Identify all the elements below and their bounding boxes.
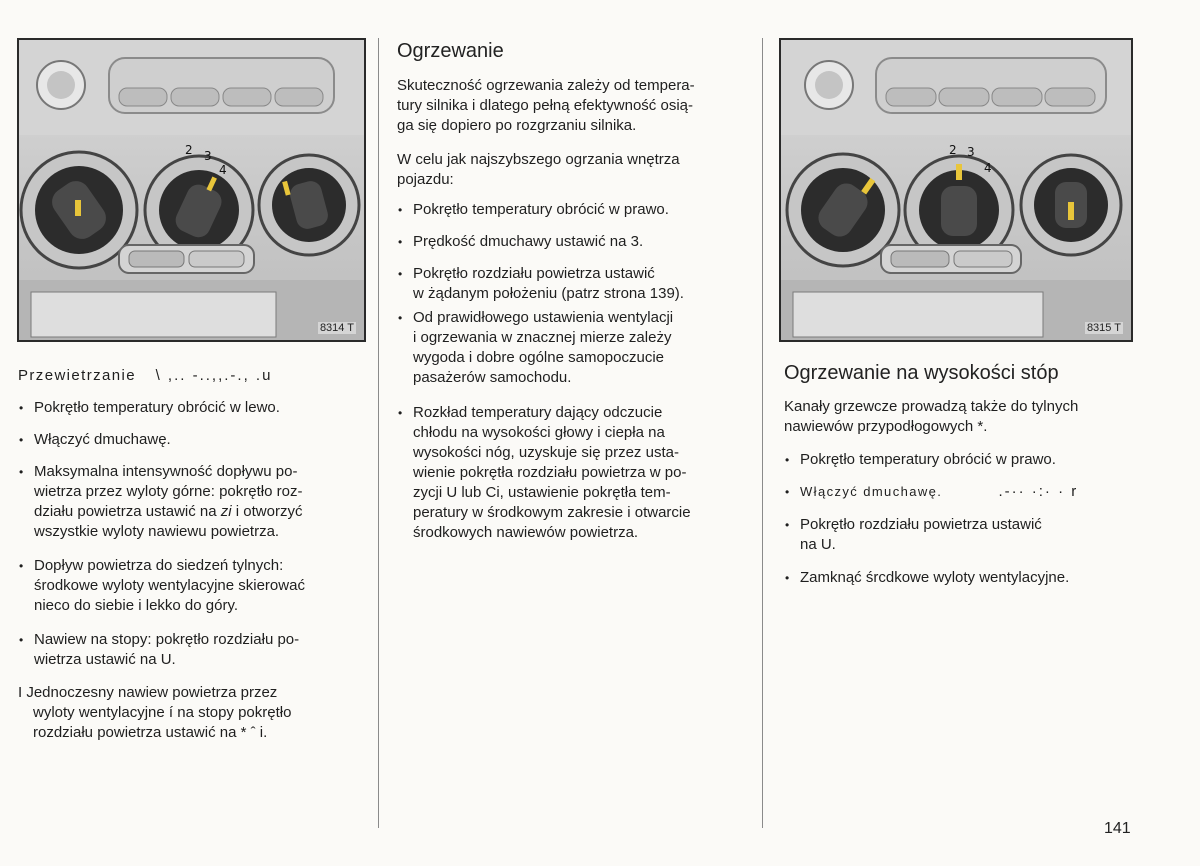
section-title-ventilation: Przewietrzanie \ ,.. -..,,.-., .u bbox=[18, 367, 273, 384]
svg-text:3: 3 bbox=[967, 145, 975, 159]
heater-controls-photo-left bbox=[17, 38, 366, 342]
section-title-foot-heating: Ogrzewanie na wysokości stóp bbox=[784, 362, 1059, 384]
heater-controls-photo-right bbox=[779, 38, 1133, 342]
page-number: 141 bbox=[1104, 820, 1131, 837]
intro-paragraph: Skuteczność ogrzewania zależy od tempera- tury silnika i dlatego pełną efektywność osią- ga się dopiero po rozgrzaniu silnika. bbox=[397, 77, 695, 134]
column-divider bbox=[762, 38, 763, 828]
list-item: • Zamknąć śrcdkowe wyloty wentylacyjne. bbox=[784, 568, 1160, 588]
photo-code-label: 8314 T bbox=[319, 322, 354, 334]
closing-note: I Jednoczesny nawiew powietrza przez wyloty wentylacyjne í na stopy pokrętło rozdziału powietrza ustawić na * ˆ i. bbox=[18, 684, 292, 741]
list-item: • Pokrętło temperatury obrócić w lewo. bbox=[18, 398, 374, 418]
list-item: • Włączyć dmuchawę. bbox=[18, 430, 374, 450]
intro-paragraph-2: W celu jak najszybszego ogrzania wnętrza pojazdu: bbox=[397, 151, 680, 188]
list-item: • Włączyć dmuchawę. .-·· ·:· · r bbox=[784, 482, 1160, 502]
list-item: • Rozkład temperatury dający odczucie chłodu na wysokości głowy i ciepła na wysokości nóg, uzyskuje się przez usta- wienie pokrętła rozdziału powietrza w po- zycji U lub Ci, ustawienie pokrętła tem- peratury w środkowym zakresie i otwarcie środkowych nawiewów powietrza. bbox=[397, 403, 763, 543]
svg-text:2: 2 bbox=[185, 143, 193, 157]
svg-text:3: 3 bbox=[204, 149, 212, 163]
heater-panel-illustration bbox=[781, 40, 1131, 340]
svg-text:4: 4 bbox=[219, 163, 227, 177]
heater-panel-illustration bbox=[19, 40, 364, 340]
photo-code-label: 8315 T bbox=[1086, 322, 1121, 334]
svg-text:4: 4 bbox=[984, 161, 992, 175]
intro-paragraph: Kanały grzewcze prowadzą także do tylnych nawiewów przypodłogowych *. bbox=[784, 398, 1079, 435]
list-item: • Maksymalna intensywność dopływu po- wietrza przez wyloty górne: pokrętło roz- działu powietrza ustawić na zi i otworzyć wszystkie wyloty nawiewu powietrza. bbox=[18, 462, 379, 542]
column-divider bbox=[378, 38, 379, 828]
svg-text:2: 2 bbox=[949, 143, 957, 157]
page-title-heating: Ogrzewanie bbox=[397, 40, 504, 62]
list-item: • Pokrętło rozdziału powietrza ustawić na U. bbox=[784, 515, 1160, 555]
list-item: • Nawiew na stopy: pokrętło rozdziału po- wietrza ustawić na U. bbox=[18, 630, 379, 670]
list-item: • Pokrętło temperatury obrócić w prawo. bbox=[784, 450, 1160, 470]
list-item: • Od prawidłowego ustawienia wentylacji i ogrzewania w znacznej mierze zależy wygoda i dobre ogólne samopoczucie pasażerów samochodu. bbox=[397, 308, 763, 388]
list-item: • Dopływ powietrza do siedzeń tylnych: środkowe wyloty wentylacyjne skierować nieco do siebie i lekko do góry. bbox=[18, 556, 379, 616]
list-item: • Pokrętło temperatury obrócić w prawo. bbox=[397, 200, 763, 220]
list-item: • Prędkość dmuchawy ustawić na 3. bbox=[397, 232, 763, 252]
list-item: • Pokrętło rozdziału powietrza ustawić w żądanym położeniu (patrz strona 139). bbox=[397, 264, 763, 304]
